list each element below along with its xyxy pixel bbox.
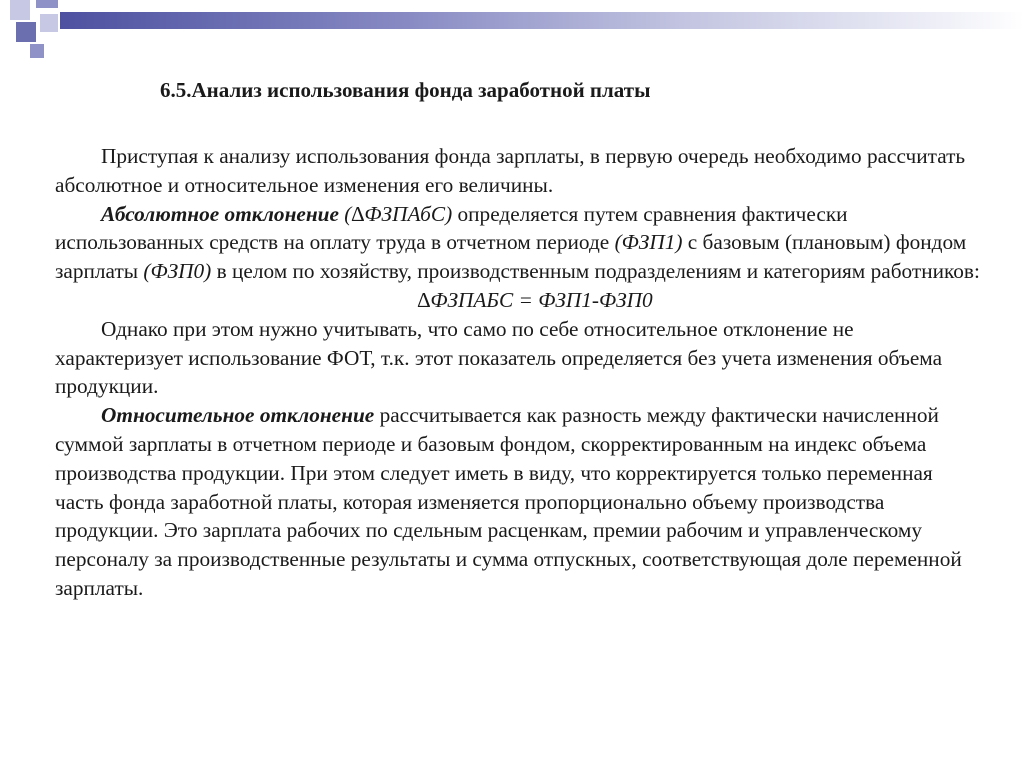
symbol-fzp1: (ФЗП1) (614, 230, 683, 255)
decor-square (16, 22, 36, 42)
paragraph-note: Однако при этом нужно учитывать, что само по себе относительное отклонение не характеризует использование ФОТ, т.к. этот показатель определяется без учета изменения объема продукции. (55, 316, 943, 399)
paragraph-intro: Приступая к анализу использования фонда зарплаты, в первую очередь необходимо рассчитать абсолютное и относительное изменения его величины. (55, 144, 966, 197)
symbol-fzp0: (ФЗП0) (143, 259, 212, 284)
paragraph-absolute-deviation (55, 200, 985, 286)
symbol-absolute: (∆ФЗПАбС) (344, 201, 453, 226)
text-segment: рассчитывается как разность между фактически начисленной суммой зарплаты в отчетном периоде и базовым фондом, скорректированным на индекс объема производства продукции. При этом следует иметь в виду, что корректируется только переменная часть фонда заработной платы, которая изменяется пропорционально объему производства продукции. Это зарплата рабочих по сдельным расценкам, премии рабочим и управленческому персоналу за производственные результаты и сумма отпускных, соответствующая доле переменной зарплаты. (55, 403, 962, 600)
term-absolute-deviation: Абсолютное отклонение (101, 201, 339, 226)
header-gradient-bar (60, 12, 1024, 29)
decor-square (10, 0, 30, 20)
decor-square (36, 0, 58, 8)
text-segment: в целом по хозяйству, производственным подразделениям и категориям работников: (211, 259, 980, 284)
text-segment: определяется путем сравнения фактически использованных средств на оплату труда в отчетном периоде (55, 201, 848, 255)
text-segment: с базовым (плановым) фондом зарплаты (55, 230, 967, 284)
page-title: 6.5.Анализ использования фонда заработной платы (160, 78, 651, 102)
decor-square (30, 44, 44, 58)
paragraph-relative-deviation (55, 401, 985, 603)
slide-header-decoration (0, 0, 1024, 60)
formula: ∆ФЗПАБС = ФЗП1-ФЗП0 (417, 287, 653, 312)
body-text (55, 142, 985, 603)
decor-square (40, 14, 58, 32)
term-relative-deviation: Относительное отклонение (101, 403, 375, 428)
